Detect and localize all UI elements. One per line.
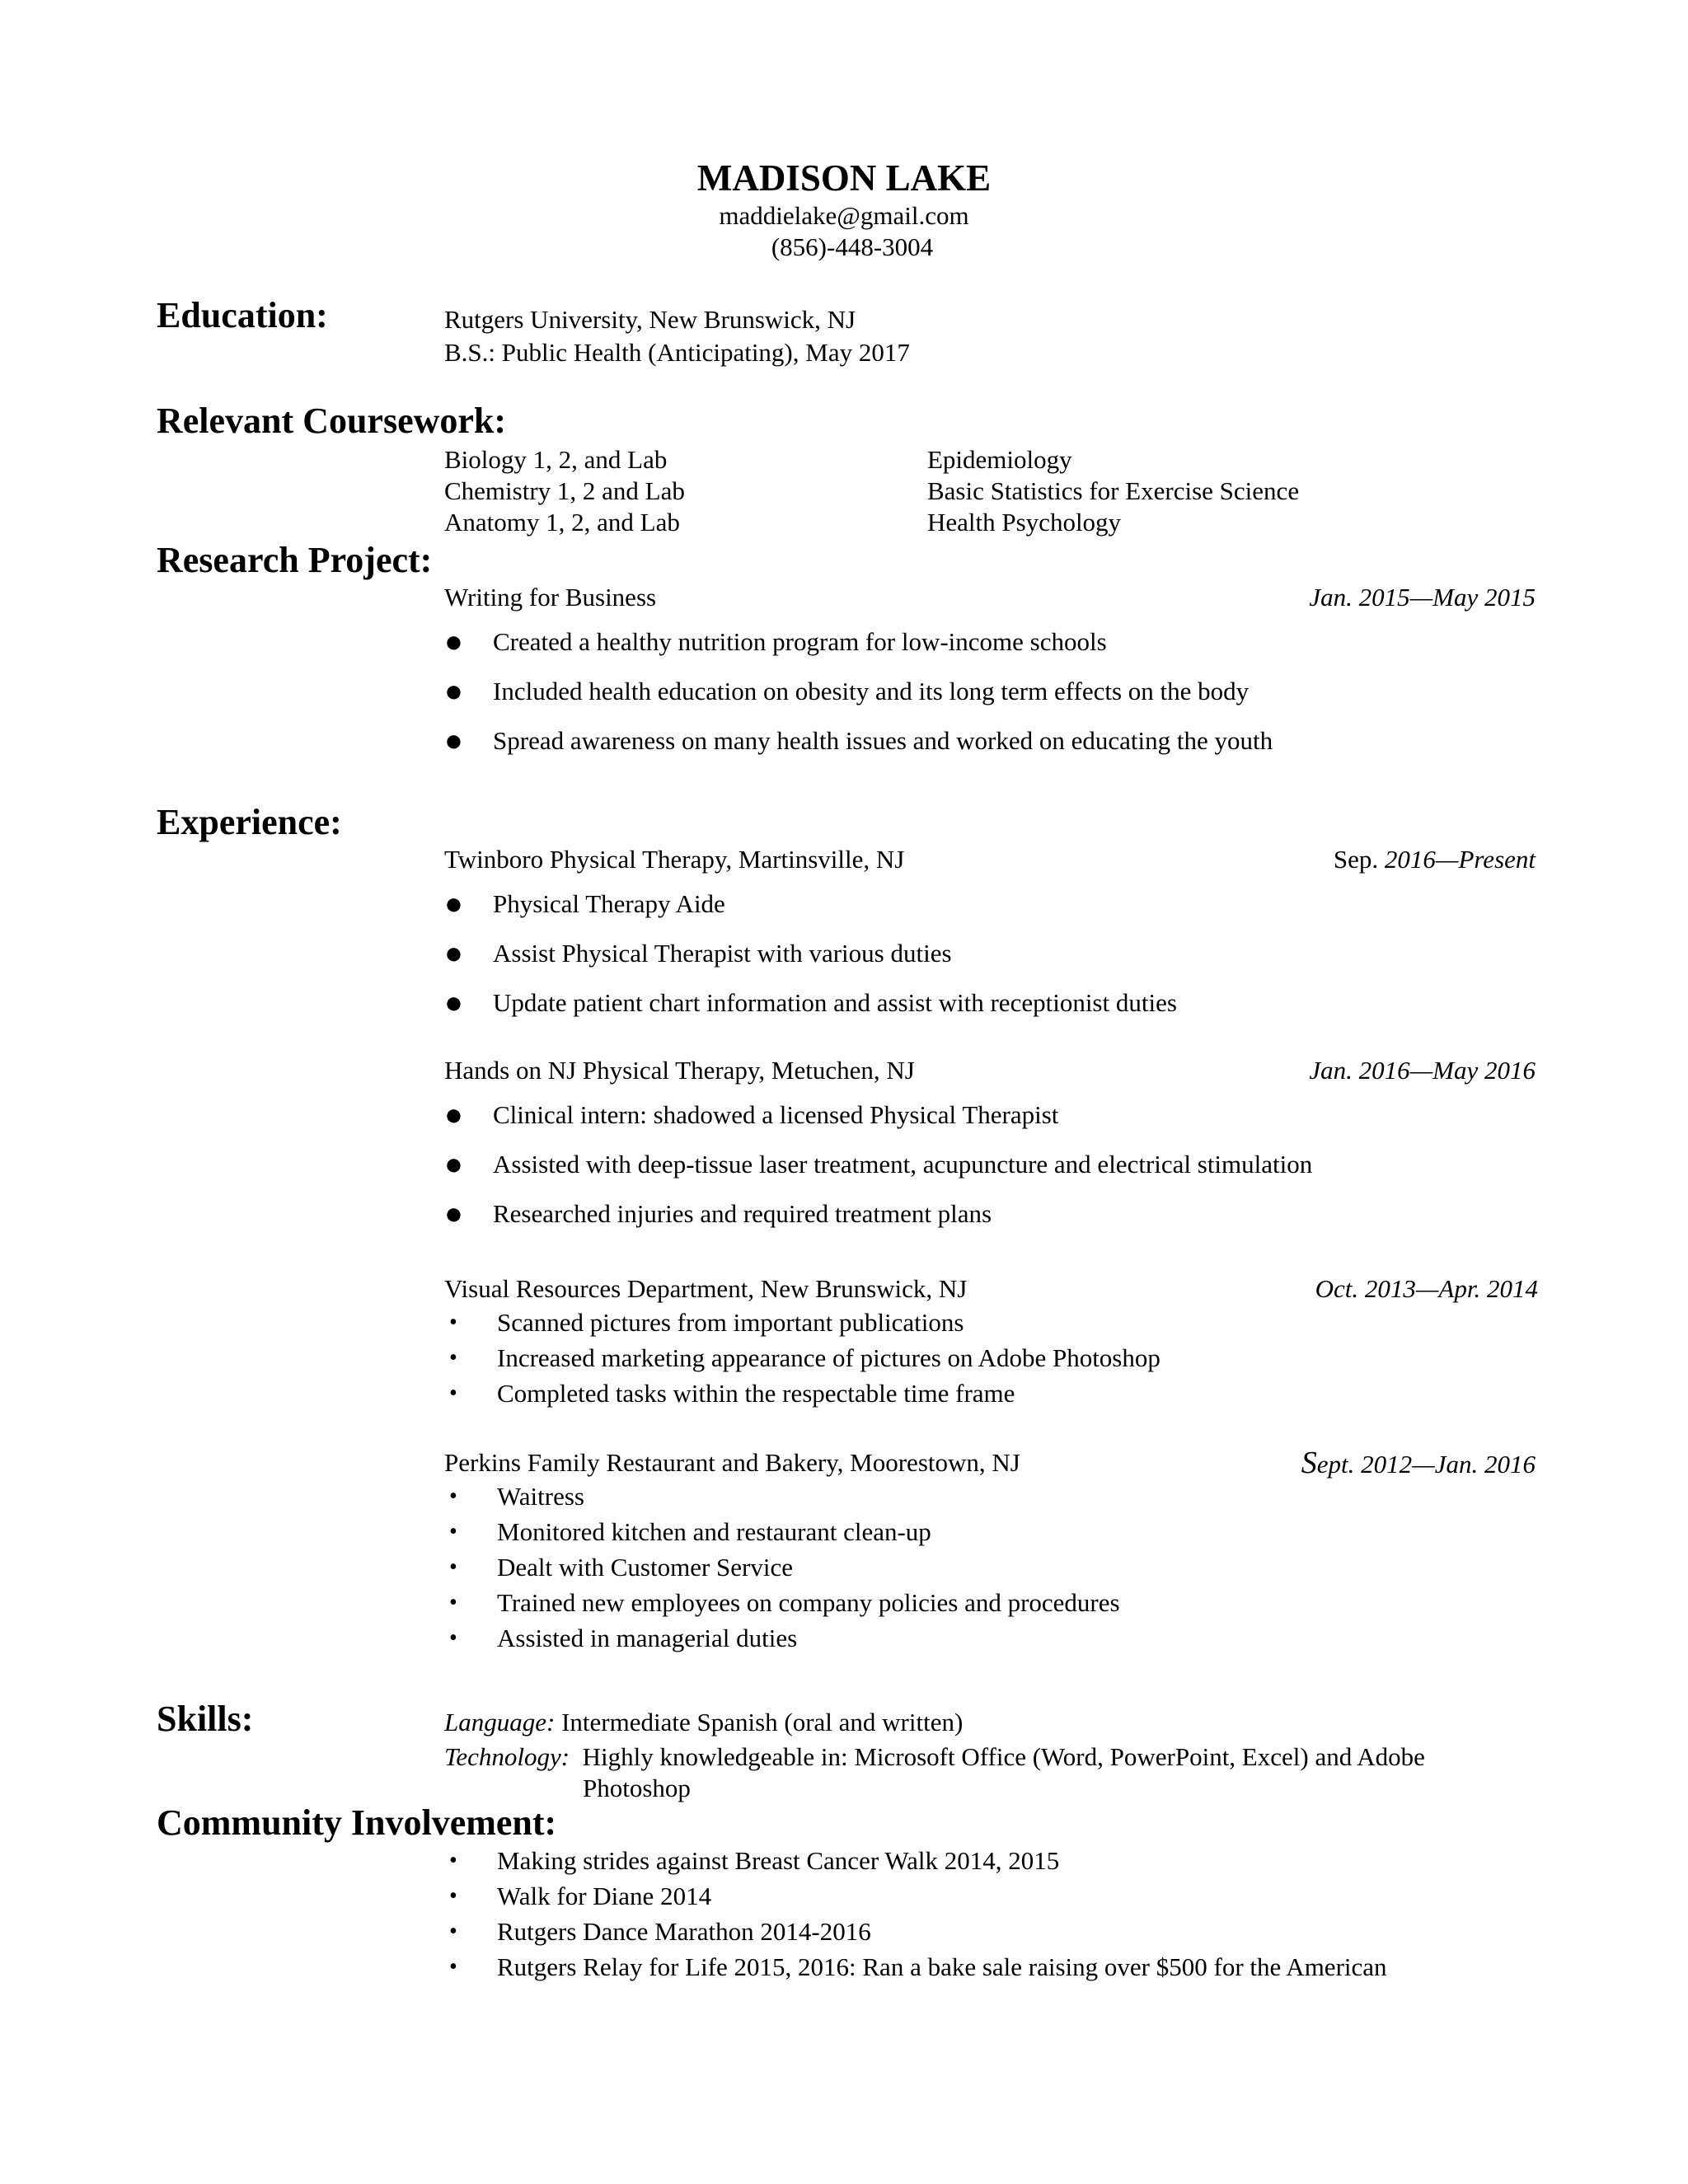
bullet-icon: •	[449, 1954, 457, 1980]
bullet-icon: •	[449, 1883, 457, 1909]
bullet-icon: •	[449, 1380, 457, 1406]
skill-language	[444, 1707, 963, 1738]
job-bullet: Assist Physical Therapist with various duties	[493, 939, 952, 968]
community-item: Rutgers Dance Marathon 2014-2016	[497, 1917, 871, 1946]
section-heading-experience: Experience:	[157, 802, 342, 842]
section-heading-education: Education:	[157, 295, 328, 335]
section-heading-skills: Skills:	[157, 1699, 254, 1739]
job-bullet: Waitress	[497, 1482, 584, 1511]
course-item: Biology 1, 2, and Lab	[444, 445, 668, 474]
course-item: Chemistry 1, 2 and Lab	[444, 476, 685, 505]
job-bullet: Dealt with Customer Service	[497, 1553, 793, 1582]
education-school: Rutgers University, New Brunswick, NJ	[444, 305, 856, 334]
bullet-icon: •	[449, 1310, 457, 1335]
bullet-icon: •	[449, 1345, 457, 1371]
email-address: maddielake@gmail.com	[719, 201, 969, 230]
job-dates: Oct. 2013—Apr. 2014	[1315, 1274, 1538, 1303]
bullet-icon: ●	[444, 674, 463, 709]
research-title: Writing for Business	[444, 583, 657, 612]
research-bullet: Created a healthy nutrition program for low-income schools	[493, 627, 1107, 656]
bullet-icon: ●	[444, 724, 463, 758]
course-item: Basic Statistics for Exercise Science	[927, 476, 1300, 505]
phone-number: (856)-448-3004	[771, 232, 934, 261]
community-item: Making strides against Breast Cancer Walk 2014, 2015	[497, 1846, 1060, 1875]
job-dates	[1334, 844, 1536, 875]
job-employer: Hands on NJ Physical Therapy, Metuchen, NJ	[444, 1056, 915, 1085]
bullet-icon: ●	[444, 625, 463, 659]
job-bullet: Increased marketing appearance of pictures on Adobe Photoshop	[497, 1343, 1160, 1372]
bullet-icon: ●	[444, 936, 463, 971]
job-dates	[1301, 1447, 1536, 1480]
job-employer: Visual Resources Department, New Brunswick, NJ	[444, 1274, 968, 1303]
job-date-range: 2016—Present	[1384, 845, 1536, 874]
job-bullet: Assisted in managerial duties	[497, 1624, 798, 1652]
skill-technology	[444, 1741, 1425, 1773]
bullet-icon: ●	[444, 887, 463, 921]
skill-technology-label: Technology:	[444, 1742, 570, 1771]
job-bullet: Monitored kitchen and restaurant clean-up	[497, 1517, 931, 1546]
section-heading-research: Research Project:	[157, 540, 433, 580]
section-heading-coursework: Relevant Coursework:	[157, 401, 507, 441]
community-item: Walk for Diane 2014	[497, 1882, 712, 1910]
course-item: Health Psychology	[927, 508, 1122, 537]
education-degree: B.S.: Public Health (Anticipating), May 2017	[444, 338, 910, 367]
job-dates: Jan. 2016—May 2016	[1309, 1056, 1536, 1085]
bullet-icon: ●	[444, 1197, 463, 1231]
job-bullet: Clinical intern: shadowed a licensed Physical Therapist	[493, 1100, 1059, 1129]
skill-language-label: Language:	[444, 1708, 556, 1736]
applicant-name: MADISON LAKE	[696, 157, 992, 199]
bullet-icon: •	[449, 1590, 457, 1615]
course-item: Anatomy 1, 2, and Lab	[444, 508, 680, 537]
job-bullet: Trained new employees on company policies and procedures	[497, 1588, 1120, 1617]
skill-language-value: Intermediate Spanish (oral and written)	[555, 1708, 964, 1736]
job-date-first-letter: S	[1301, 1446, 1317, 1480]
bullet-icon: •	[449, 1625, 457, 1651]
community-item: Rutgers Relay for Life 2015, 2016: Ran a bake sale raising over $500 for the American	[497, 1952, 1387, 1981]
job-date-range: ept. 2012—Jan. 2016	[1316, 1450, 1536, 1479]
bullet-icon: •	[449, 1554, 457, 1580]
research-dates: Jan. 2015—May 2015	[1309, 583, 1536, 612]
bullet-icon: ●	[444, 986, 463, 1020]
bullet-icon: •	[449, 1919, 457, 1944]
skill-technology-continued: Photoshop	[583, 1774, 691, 1802]
skill-technology-value: Highly knowledgeable in: Microsoft Office (Word, PowerPoint, Excel) and Adobe	[570, 1742, 1425, 1771]
job-employer: Perkins Family Restaurant and Bakery, Moorestown, NJ	[444, 1448, 1020, 1477]
bullet-icon: •	[449, 1483, 457, 1509]
job-bullet: Completed tasks within the respectable time frame	[497, 1379, 1015, 1408]
job-bullet: Assisted with deep-tissue laser treatment, acupuncture and electrical stimulation	[493, 1150, 1313, 1179]
bullet-icon: •	[449, 1848, 457, 1873]
job-employer: Twinboro Physical Therapy, Martinsville, NJ	[444, 845, 905, 874]
section-heading-community: Community Involvement:	[157, 1802, 557, 1843]
research-bullet: Included health education on obesity and its long term effects on the body	[493, 677, 1250, 705]
bullet-icon: ●	[444, 1098, 463, 1132]
job-bullet: Scanned pictures from important publications	[497, 1308, 964, 1337]
job-date-prefix: Sep.	[1333, 845, 1385, 874]
bullet-icon: ●	[444, 1147, 463, 1182]
job-bullet: Physical Therapy Aide	[493, 889, 725, 918]
job-bullet: Researched injuries and required treatment plans	[493, 1199, 992, 1228]
course-item: Epidemiology	[927, 445, 1072, 474]
research-bullet: Spread awareness on many health issues and worked on educating the youth	[493, 726, 1273, 755]
job-bullet: Update patient chart information and assist with receptionist duties	[493, 988, 1177, 1017]
bullet-icon: •	[449, 1519, 457, 1544]
